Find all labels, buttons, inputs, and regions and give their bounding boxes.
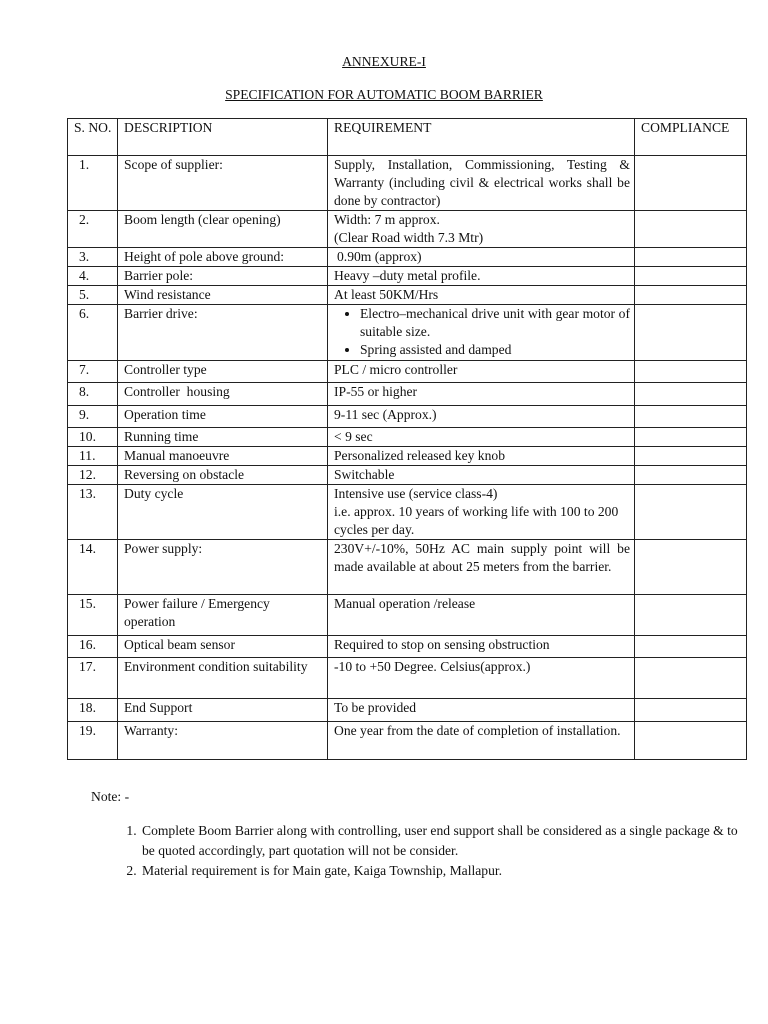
row-requirement: Manual operation /release <box>328 595 635 636</box>
row-compliance <box>635 156 747 211</box>
row-description: Duty cycle <box>118 485 328 540</box>
table-row <box>68 361 747 383</box>
row-compliance <box>635 361 747 383</box>
row-description: Power failure / Emergency operation <box>118 595 328 636</box>
row-description: End Support <box>118 699 328 722</box>
table-row <box>68 540 747 595</box>
annexure-heading: ANNEXURE-I <box>342 54 426 69</box>
row-number: 17. <box>79 659 96 674</box>
table-row <box>68 466 747 485</box>
row-description: Manual manoeuvre <box>118 447 328 466</box>
row-description: Controller type <box>118 361 328 383</box>
row-compliance <box>635 406 747 428</box>
row-compliance <box>635 286 747 305</box>
row-number: 5. <box>79 287 90 302</box>
table-row <box>68 485 747 540</box>
row-requirement: Switchable <box>328 466 635 485</box>
row-description: Running time <box>118 428 328 447</box>
table-row <box>68 406 747 428</box>
row-number: 10. <box>79 429 96 444</box>
table-header-row <box>68 119 747 156</box>
row-compliance <box>635 466 747 485</box>
row-number: 12. <box>79 467 96 482</box>
table-row <box>68 658 747 699</box>
row-number: 1. <box>79 157 90 172</box>
row-requirement: 230V+/-10%, 50Hz AC main supply point will be made available at about 25 meters from the barrier. <box>328 540 635 595</box>
row-compliance <box>635 211 747 248</box>
table-row <box>68 428 747 447</box>
row-compliance <box>635 485 747 540</box>
row-number: 15. <box>79 596 96 611</box>
note-item: 1. Complete Boom Barrier along with controlling, user end support shall be considered as a single package & to be quoted accordingly, part quotation will not be consider. <box>140 821 740 861</box>
notes-list <box>92 821 740 881</box>
table-row <box>68 267 747 286</box>
requirement-line: (Clear Road width 7.3 Mtr) <box>334 230 484 245</box>
header-requirement: REQUIREMENT <box>328 119 635 156</box>
row-requirement <box>328 211 635 248</box>
row-description: Boom length (clear opening) <box>118 211 328 248</box>
list-item: • Electro–mechanical drive unit with gear motor of suitable size. <box>360 305 630 341</box>
table-row <box>68 722 747 760</box>
row-requirement: < 9 sec <box>328 428 635 447</box>
row-number: 3. <box>79 249 90 264</box>
row-description: Warranty: <box>118 722 328 760</box>
row-number: 16. <box>79 637 96 652</box>
specification-table <box>67 118 747 760</box>
row-requirement: PLC / micro controller <box>328 361 635 383</box>
row-requirement: 9-11 sec (Approx.) <box>328 406 635 428</box>
row-description: Height of pole above ground: <box>118 248 328 267</box>
row-description: Controller housing <box>118 383 328 406</box>
row-number: 7. <box>79 362 90 377</box>
row-description: Power supply: <box>118 540 328 595</box>
row-compliance <box>635 722 747 760</box>
row-description: Barrier pole: <box>118 267 328 286</box>
row-requirement: 0.90m (approx) <box>328 248 635 267</box>
row-compliance <box>635 540 747 595</box>
row-compliance <box>635 305 747 361</box>
row-requirement: -10 to +50 Degree. Celsius(approx.) <box>328 658 635 699</box>
row-description: Reversing on obstacle <box>118 466 328 485</box>
row-requirement: Supply, Installation, Commissioning, Testing & Warranty (including civil & electrical works shall be done by contractor) <box>328 156 635 211</box>
header-sno: S. NO. <box>68 119 118 156</box>
row-description: Operation time <box>118 406 328 428</box>
row-compliance <box>635 699 747 722</box>
header-description: DESCRIPTION <box>118 119 328 156</box>
table-row <box>68 447 747 466</box>
row-description: Scope of supplier: <box>118 156 328 211</box>
row-compliance <box>635 383 747 406</box>
list-item: • Spring assisted and damped <box>360 341 630 359</box>
table-row <box>68 595 747 636</box>
row-number: 14. <box>79 541 96 556</box>
note-item: 2. Material requirement is for Main gate, Kaiga Township, Mallapur. <box>140 861 740 881</box>
row-compliance <box>635 658 747 699</box>
row-compliance <box>635 248 747 267</box>
row-requirement <box>328 305 635 361</box>
row-requirement: Heavy –duty metal profile. <box>328 267 635 286</box>
row-number: 4. <box>79 268 90 283</box>
row-number: 8. <box>79 384 90 399</box>
row-requirement <box>328 485 635 540</box>
row-number: 2. <box>79 212 90 227</box>
requirement-line: Width: 7 m approx. <box>334 212 440 227</box>
document-title: SPECIFICATION FOR AUTOMATIC BOOM BARRIER <box>225 87 543 102</box>
row-description: Environment condition suitability <box>118 658 328 699</box>
header-compliance: COMPLIANCE <box>635 119 747 156</box>
row-number: 11. <box>79 448 96 463</box>
table-row <box>68 286 747 305</box>
row-requirement: IP-55 or higher <box>328 383 635 406</box>
row-description: Optical beam sensor <box>118 636 328 658</box>
row-compliance <box>635 636 747 658</box>
row-number: 6. <box>79 306 90 321</box>
row-requirement: Required to stop on sensing obstruction <box>328 636 635 658</box>
row-requirement: At least 50KM/Hrs <box>328 286 635 305</box>
row-compliance <box>635 447 747 466</box>
row-requirement: One year from the date of completion of installation. <box>328 722 635 760</box>
row-description: Wind resistance <box>118 286 328 305</box>
row-requirement: To be provided <box>328 699 635 722</box>
row-number: 18. <box>79 700 96 715</box>
row-number: 9. <box>79 407 90 422</box>
row-description: Barrier drive: <box>118 305 328 361</box>
row-compliance <box>635 595 747 636</box>
table-row <box>68 699 747 722</box>
table-row <box>68 383 747 406</box>
table-row <box>68 248 747 267</box>
requirement-line: Intensive use (service class-4) <box>334 486 498 501</box>
requirement-line: i.e. approx. 10 years of working life with 100 to 200 cycles per day. <box>334 504 619 537</box>
table-row <box>68 156 747 211</box>
row-number: 13. <box>79 486 96 501</box>
row-number: 19. <box>79 723 96 738</box>
row-compliance <box>635 267 747 286</box>
bullet-list <box>334 305 630 359</box>
table-row <box>68 636 747 658</box>
row-requirement: Personalized released key knob <box>328 447 635 466</box>
table-row <box>68 211 747 248</box>
note-label: Note: - <box>91 789 130 804</box>
row-compliance <box>635 428 747 447</box>
table-row <box>68 305 747 361</box>
